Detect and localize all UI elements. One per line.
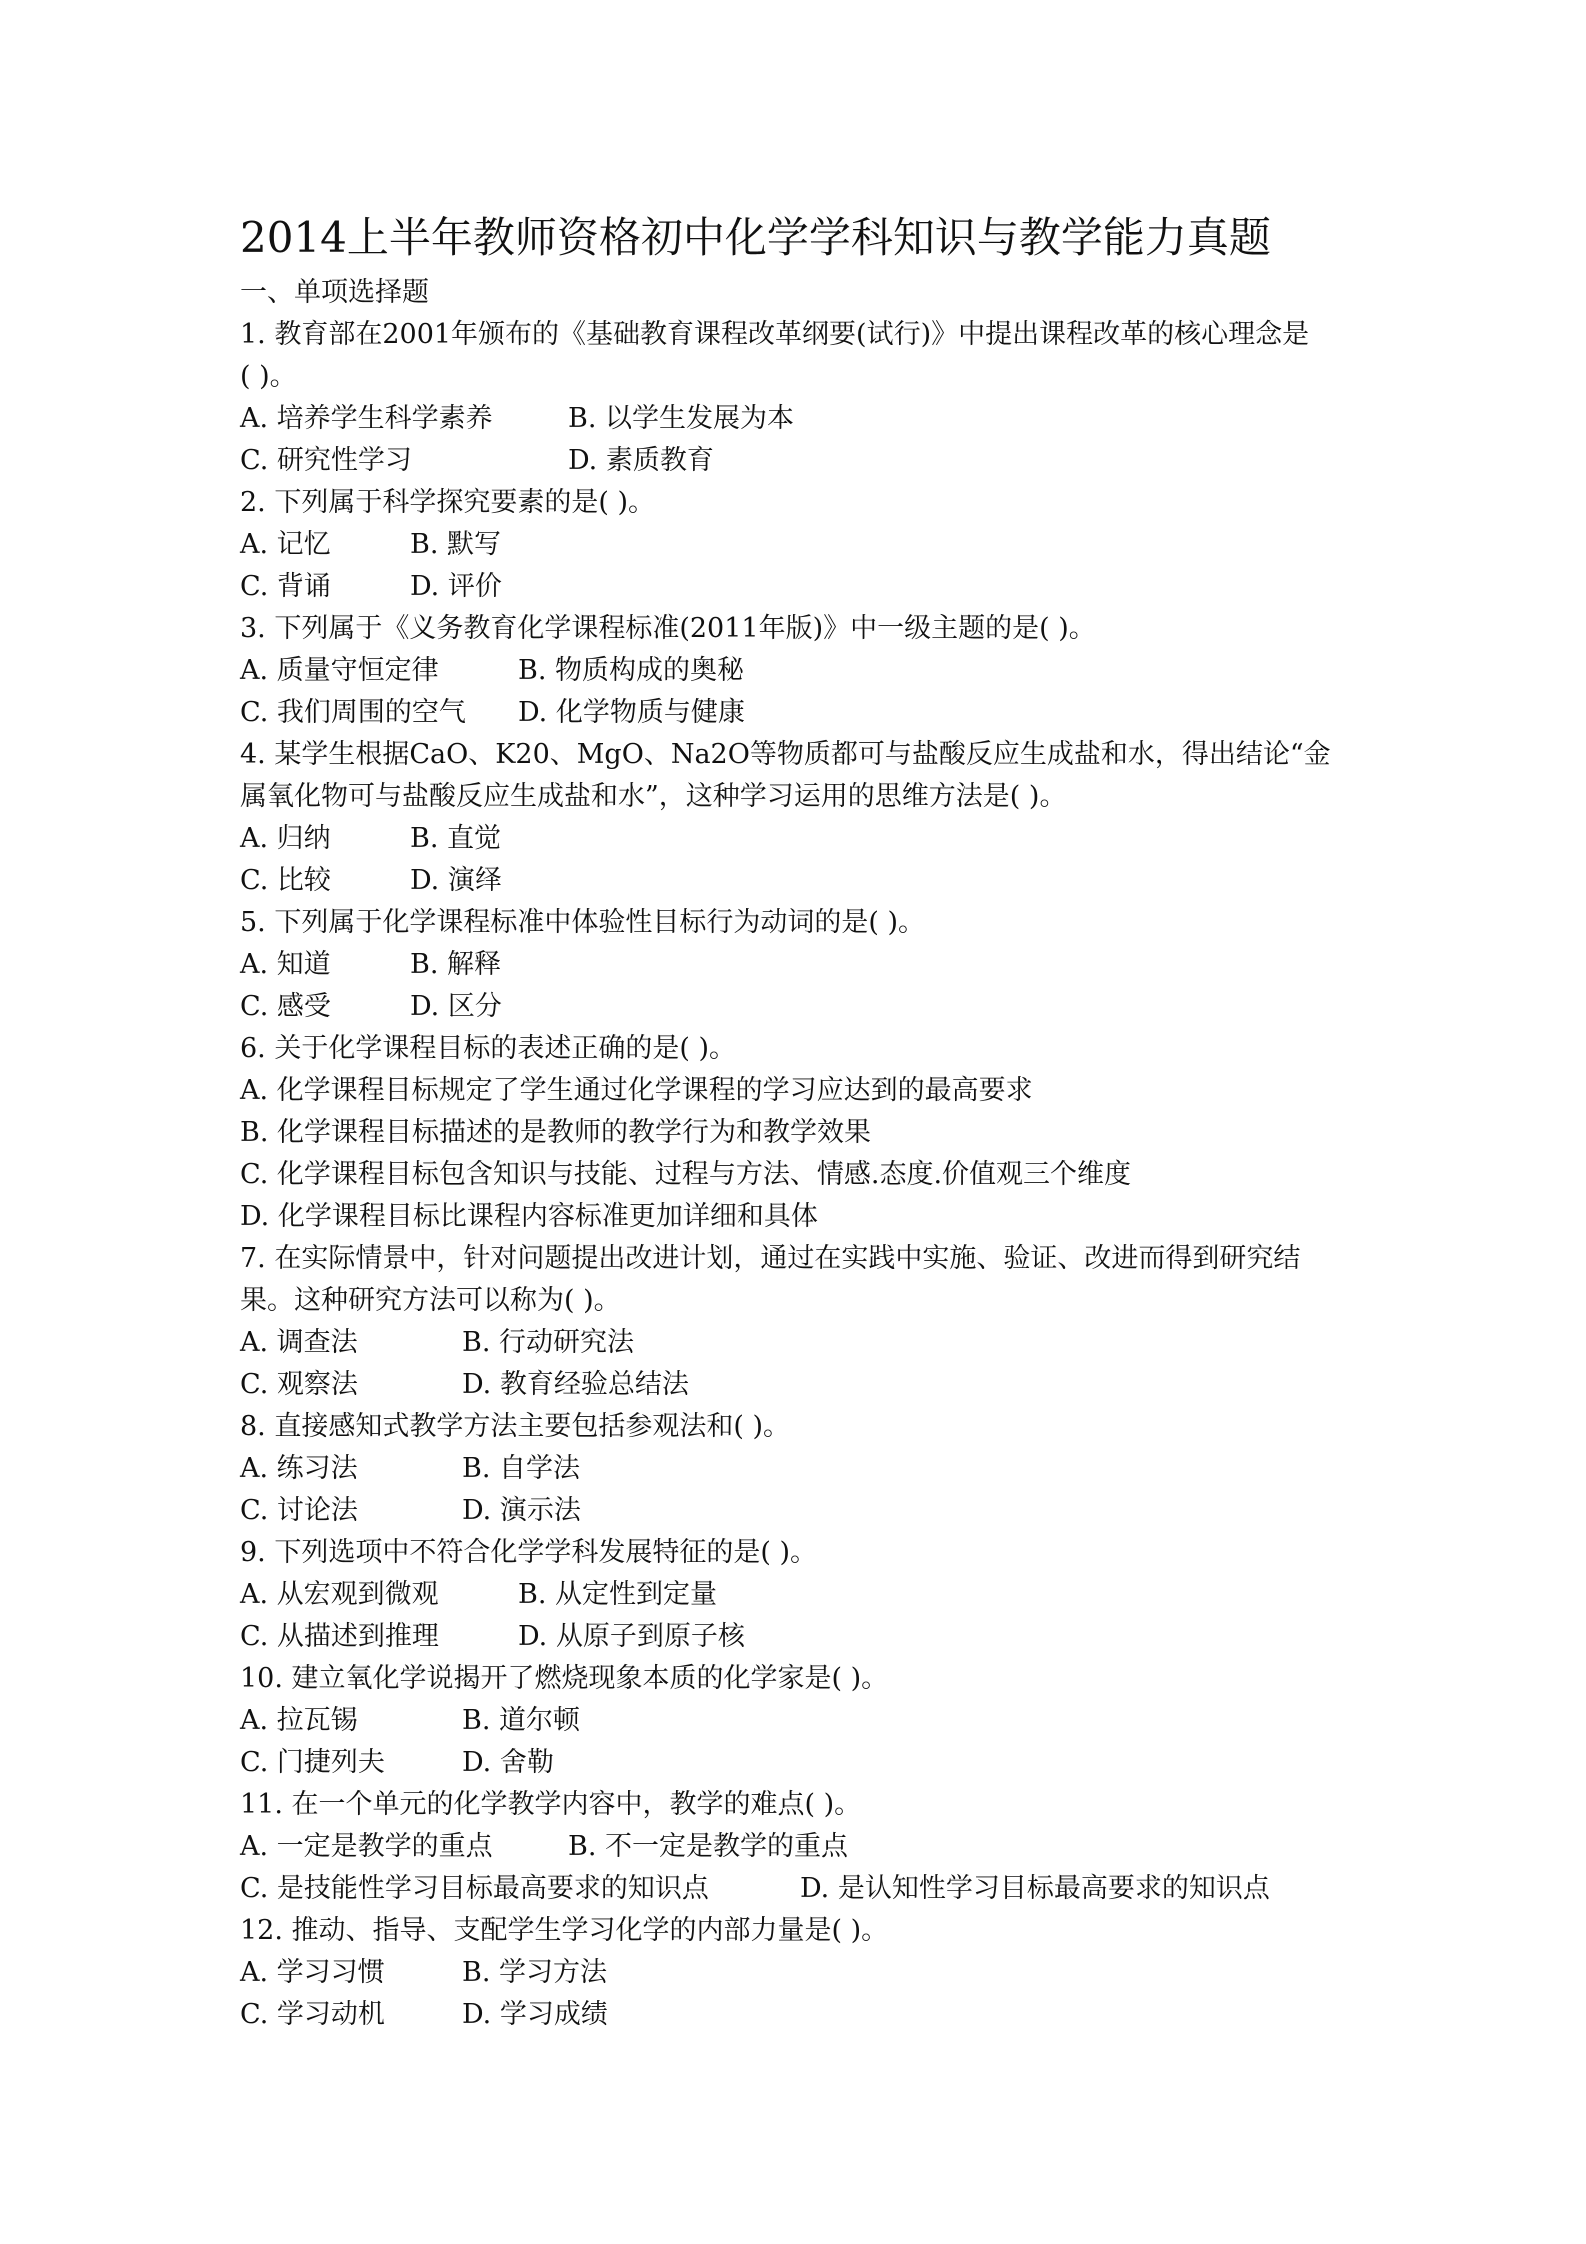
section-heading: 一、单项选择题 — [240, 277, 429, 308]
option-row — [240, 524, 1360, 566]
option-text: A. 一定是教学的重点 — [240, 1831, 493, 1862]
option-text: B. 自学法 — [462, 1453, 581, 1484]
question-7 — [240, 1238, 1360, 1406]
option-text: D. 演示法 — [462, 1495, 581, 1526]
option-text: D. 是认知性学习目标最高要求的知识点 — [800, 1873, 1270, 1904]
option-text: A. 练习法 — [240, 1453, 358, 1484]
option-text: B. 行动研究法 — [462, 1327, 635, 1358]
option-row — [240, 692, 1360, 734]
option-text: A. 质量守恒定律 — [240, 655, 439, 686]
option-text: C. 比较 — [240, 865, 331, 896]
question-stem-line: 7. 在实际情景中，针对问题提出改进计划，通过在实践中实施、验证、改进而得到研究结 — [240, 1243, 1301, 1274]
question-11 — [240, 1784, 1360, 1910]
question-8 — [240, 1406, 1360, 1532]
question-stem-line: 8. 直接感知式教学方法主要包括参观法和( )。 — [240, 1411, 790, 1442]
question-stem-line: 2. 下列属于科学探究要素的是( )。 — [240, 487, 655, 518]
option-row — [240, 1616, 1360, 1658]
question-6 — [240, 1028, 1360, 1238]
option-text: B. 从定性到定量 — [518, 1579, 718, 1610]
option-row — [240, 1070, 1360, 1112]
option-row — [240, 944, 1360, 986]
option-text: C. 化学课程目标包含知识与技能、过程与方法、情感.态度.价值观三个维度 — [240, 1159, 1132, 1190]
option-row — [240, 566, 1360, 608]
question-9 — [240, 1532, 1360, 1658]
question-stem-line: 6. 关于化学课程目标的表述正确的是( )。 — [240, 1033, 736, 1064]
option-text: B. 默写 — [410, 529, 502, 560]
option-text: C. 观察法 — [240, 1369, 358, 1400]
option-row — [240, 1448, 1360, 1490]
option-text: D. 教育经验总结法 — [462, 1369, 689, 1400]
option-row — [240, 1952, 1360, 1994]
option-text: B. 直觉 — [410, 823, 502, 854]
option-row — [240, 1490, 1360, 1532]
option-text: A. 记忆 — [240, 529, 331, 560]
option-text: D. 化学课程目标比课程内容标准更加详细和具体 — [240, 1201, 818, 1232]
option-text: D. 素质教育 — [568, 445, 714, 476]
option-text: A. 调查法 — [240, 1327, 358, 1358]
option-text: A. 归纳 — [240, 823, 331, 854]
option-text: D. 区分 — [410, 991, 502, 1022]
question-10 — [240, 1658, 1360, 1784]
option-text: A. 拉瓦锡 — [240, 1705, 358, 1736]
document-content — [240, 208, 1360, 2036]
option-text: C. 是技能性学习目标最高要求的知识点 — [240, 1873, 709, 1904]
option-text: C. 感受 — [240, 991, 331, 1022]
option-row — [240, 1700, 1360, 1742]
question-stem-line: 12. 推动、指导、支配学生学习化学的内部力量是( )。 — [240, 1915, 889, 1946]
option-text: C. 研究性学习 — [240, 445, 412, 476]
option-text: C. 我们周围的空气 — [240, 697, 466, 728]
question-stem-line: 3. 下列属于《义务教育化学课程标准(2011年版)》中一级主题的是( )。 — [240, 613, 1096, 644]
question-stem-line: 10. 建立氧化学说揭开了燃烧现象本质的化学家是( )。 — [240, 1663, 889, 1694]
option-text: B. 道尔顿 — [462, 1705, 581, 1736]
question-stem-line: 4. 某学生根据CaO、K20、MgO、Na2O等物质都可与盐酸反应生成盐和水，得出结论“金 — [240, 739, 1331, 770]
option-text: D. 评价 — [410, 571, 502, 602]
question-stem-line: 11. 在一个单元的化学教学内容中，教学的难点( )。 — [240, 1789, 862, 1820]
option-row — [240, 1994, 1360, 2036]
option-text: D. 化学物质与健康 — [518, 697, 745, 728]
option-row — [240, 440, 1360, 482]
option-row — [240, 650, 1360, 692]
option-row — [240, 1868, 1360, 1910]
question-stem-line: ( )。 — [240, 361, 297, 392]
question-list — [240, 314, 1360, 2036]
option-row — [240, 1574, 1360, 1616]
question-1 — [240, 314, 1360, 482]
option-row — [240, 1364, 1360, 1406]
question-stem-line: 1. 教育部在2001年颁布的《基础教育课程改革纲要(试行)》中提出课程改革的核心理念是 — [240, 319, 1310, 350]
option-text: A. 培养学生科学素养 — [240, 403, 493, 434]
option-text: B. 解释 — [410, 949, 502, 980]
option-text: A. 化学课程目标规定了学生通过化学课程的学习应达到的最高要求 — [240, 1075, 1033, 1106]
option-text: A. 从宏观到微观 — [240, 1579, 439, 1610]
option-row — [240, 1154, 1360, 1196]
option-row — [240, 986, 1360, 1028]
question-2 — [240, 482, 1360, 608]
option-text: C. 门捷列夫 — [240, 1747, 385, 1778]
question-12 — [240, 1910, 1360, 2036]
question-stem-line: 属氧化物可与盐酸反应生成盐和水”，这种学习运用的思维方法是( )。 — [240, 781, 1067, 812]
option-text: D. 舍勒 — [462, 1747, 554, 1778]
option-text: D. 从原子到原子核 — [518, 1621, 745, 1652]
option-text: C. 背诵 — [240, 571, 331, 602]
question-stem-line: 9. 下列选项中不符合化学学科发展特征的是( )。 — [240, 1537, 817, 1568]
option-text: B. 化学课程目标描述的是教师的教学行为和教学效果 — [240, 1117, 872, 1148]
option-row — [240, 1322, 1360, 1364]
option-text: C. 学习动机 — [240, 1999, 385, 2030]
option-text: B. 不一定是教学的重点 — [568, 1831, 849, 1862]
document-title: 2014上半年教师资格初中化学学科知识与教学能力真题 — [240, 213, 1271, 262]
option-row — [240, 860, 1360, 902]
option-text: B. 物质构成的奥秘 — [518, 655, 745, 686]
option-text: D. 学习成绩 — [462, 1999, 608, 2030]
option-text: B. 学习方法 — [462, 1957, 608, 1988]
question-5 — [240, 902, 1360, 1028]
option-text: D. 演绎 — [410, 865, 502, 896]
question-3 — [240, 608, 1360, 734]
option-row — [240, 1196, 1360, 1238]
option-text: C. 从描述到推理 — [240, 1621, 439, 1652]
question-4 — [240, 734, 1360, 902]
option-text: B. 以学生发展为本 — [568, 403, 795, 434]
option-row — [240, 818, 1360, 860]
option-row — [240, 398, 1360, 440]
question-stem-line: 果。这种研究方法可以称为( )。 — [240, 1285, 621, 1316]
option-text: A. 知道 — [240, 949, 331, 980]
option-row — [240, 1826, 1360, 1868]
question-stem-line: 5. 下列属于化学课程标准中体验性目标行为动词的是( )。 — [240, 907, 925, 938]
option-text: A. 学习习惯 — [240, 1957, 385, 1988]
option-row — [240, 1742, 1360, 1784]
option-text: C. 讨论法 — [240, 1495, 358, 1526]
option-row — [240, 1112, 1360, 1154]
